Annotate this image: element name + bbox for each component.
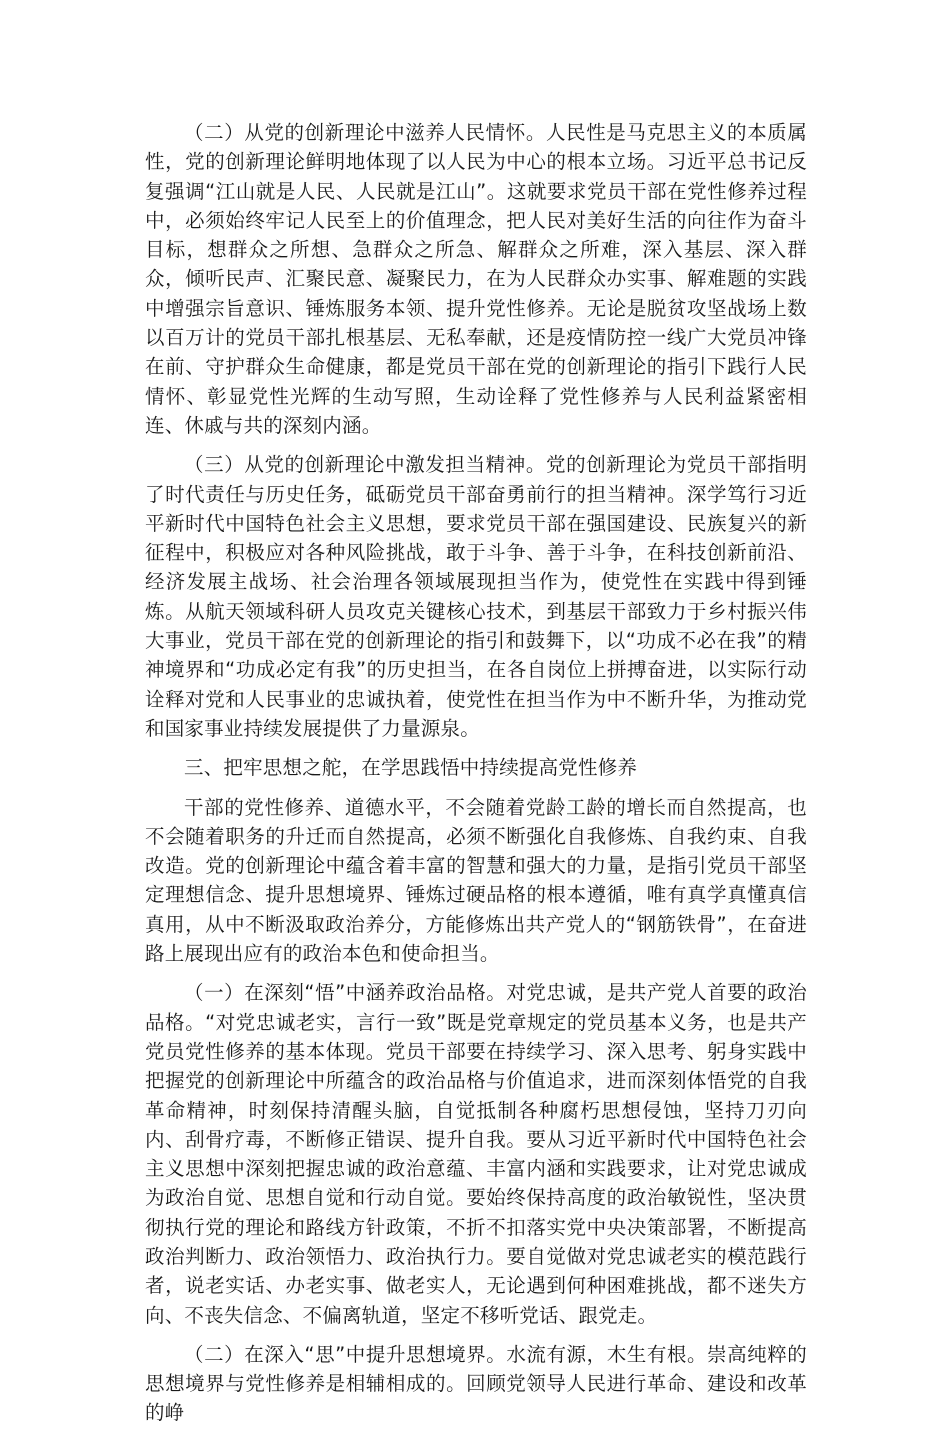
document-page	[145, 118, 807, 1438]
paragraph-political-character: （一）在深刻“悟”中涵养政治品格。对党忠诚，是共产党人首要的政治品格。“对党忠诚老实，言行一致”既是党章规定的党员基本义务，也是共产党员党性修养的基本体现。党员干部要在持续学习、深入思考、躬身实践中把握党的创新理论中所蕴含的政治品格与价值追求，进而深刻体悟党的自我革命精神，时刻保持清醒头脑，自觉抵制各种腐朽思想侵蚀，坚持刀刃向内、刮骨疗毒，不断修正错误、提升自我。要从习近平新时代中国特色社会主义思想中深刻把握忠诚的政治意蕴、丰富内涵和实践要求，让对党忠诚成为政治自觉、思想自觉和行动自觉。要始终保持高度的政治敏锐性，坚决贯彻执行党的理论和路线方针政策，不折不扣落实党中央决策部署，不断提高政治判断力、政治领悟力、政治执行力。要自觉做对党忠诚老实的模范践行者，说老实话、办老实事、做老实人，无论遇到何种困难挑战，都不迷失方向、不丧失信念、不偏离轨道，坚定不移听党话、跟党走。	[145, 981, 807, 1327]
paragraph-responsibility-spirit: （三）从党的创新理论中激发担当精神。党的创新理论为党员干部指明了时代责任与历史任务，砥砺党员干部奋勇前行的担当精神。深学笃行习近平新时代中国特色社会主义思想，要求党员干部在强国建设、民族复兴的新征程中，积极应对各种风险挑战，敢于斗争、善于斗争，在科技创新前沿、经济发展主战场、社会治理各领域展现担当作为，使党性在实践中得到锤炼。从航天领域科研人员攻克关键核心技术，到基层干部致力于乡村振兴伟大事业，党员干部在党的创新理论的指引和鼓舞下，以“功成不必在我”的精神境界和“功成必定有我”的历史担当，在各自岗位上拼搏奋进，以实际行动诠释对党和人民事业的忠诚执着，使党性在担当作为中不断升华，为推动党和国家事业持续发展提供了力量源泉。	[145, 453, 807, 740]
paragraph-people-sentiment: （二）从党的创新理论中滋养人民情怀。人民性是马克思主义的本质属性，党的创新理论鲜明地体现了以人民为中心的根本立场。习近平总书记反复强调“江山就是人民、人民就是江山”。这就要求党员干部在党性修养过程中，必须始终牢记人民至上的价值理念，把人民对美好生活的向往作为奋斗目标，想群众之所想、急群众之所急、解群众之所难，深入基层、深入群众，倾听民声、汇聚民意、凝聚民力，在为人民群众办实事、解难题的实践中增强宗旨意识、锤炼服务本领、提升党性修养。无论是脱贫攻坚战场上数以百万计的党员干部扎根基层、无私奉献，还是疫情防控一线广大党员冲锋在前、守护群众生命健康，都是党员干部在党的创新理论的指引下践行人民情怀、彰显党性光辉的生动写照，生动诠释了党性修养与人民利益紧密相连、休戚与共的深刻内涵。	[145, 121, 807, 437]
section-heading-3: 三、把牢思想之舵，在学思践悟中持续提高党性修养	[184, 756, 638, 780]
paragraph-ideological-realm: （二）在深入“思”中提升思想境界。水流有源，木生有根。崇高纯粹的思想境界与党性修养是相辅相成的。回顾党领导人民进行革命、建设和改革的峥	[145, 1342, 807, 1425]
paragraph-section-3-intro: 干部的党性修养、道德水平，不会随着党龄工龄的增长而自然提高，也不会随着职务的升迁而自然提高，必须不断强化自我修炼、自我约束、自我改造。党的创新理论中蕴含着丰富的智慧和强大的力量，是指引党员干部坚定理想信念、提升思想境界、锤炼过硬品格的根本遵循，唯有真学真懂真信真用，从中不断汲取政治养分，方能修炼出共产党人的“钢筋铁骨”，在奋进路上展现出应有的政治本色和使命担当。	[145, 795, 807, 966]
